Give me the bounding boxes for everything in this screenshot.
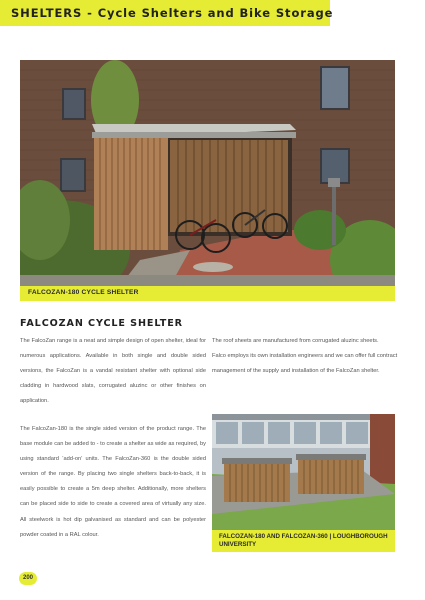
right-column [212,334,398,379]
page-number: 200 [19,572,37,585]
secondary-caption: FALCOZAN-180 AND FALCOZAN-360 | LOUGHBOROUGH UNIVERSITY [219,533,388,548]
section-heading: FALCOZAN CYCLE SHELTER [20,318,183,329]
header-band [0,0,334,26]
hero-caption: FALCOZAN-180 CYCLE SHELTER [28,289,139,296]
paragraph-text: The FalcoZan-180 is the single sided version of the product range. The base module can be added to - to create a shelter as wide as required, by using standard ‘add-on’ units. The FalcoZan-360 is the double sided version of the range. By placing two single shelters back-to-back, it is easily possible to create a 5m deep shelter. Additionally, more shelters can be placed side to side to create a covered area of virtually any size. All steelwork is hot dip galvanised as standard and can be polyester powder coated in a RAL colour. [20,426,206,538]
secondary-photo [212,414,395,531]
left-column-paragraph-2 [20,422,206,543]
paragraph-text: The roof sheets are manufactured from corrugated aluzinc sheets. [212,338,379,344]
hero-caption-bar [20,286,395,301]
hero-photo [20,60,395,286]
left-column-paragraph-1 [20,334,206,409]
paragraph-text: The FalcoZan range is a neat and simple design of open shelter, ideal for numerous applications. Available in both single and double sided versions, the FalcoZan is a vandal resistant shelter with optional side cladding in hardwood slats, corrugated aluzinc or other finishes on application. [20,338,206,405]
paragraph-text: Falco employs its own installation engineers and we can offer full contract management of the supply and installation of the FalcoZan shelter. [212,353,398,375]
secondary-caption-bar [212,530,395,552]
page-title: SHELTERS - Cycle Shelters and Bike Storage [11,6,334,20]
